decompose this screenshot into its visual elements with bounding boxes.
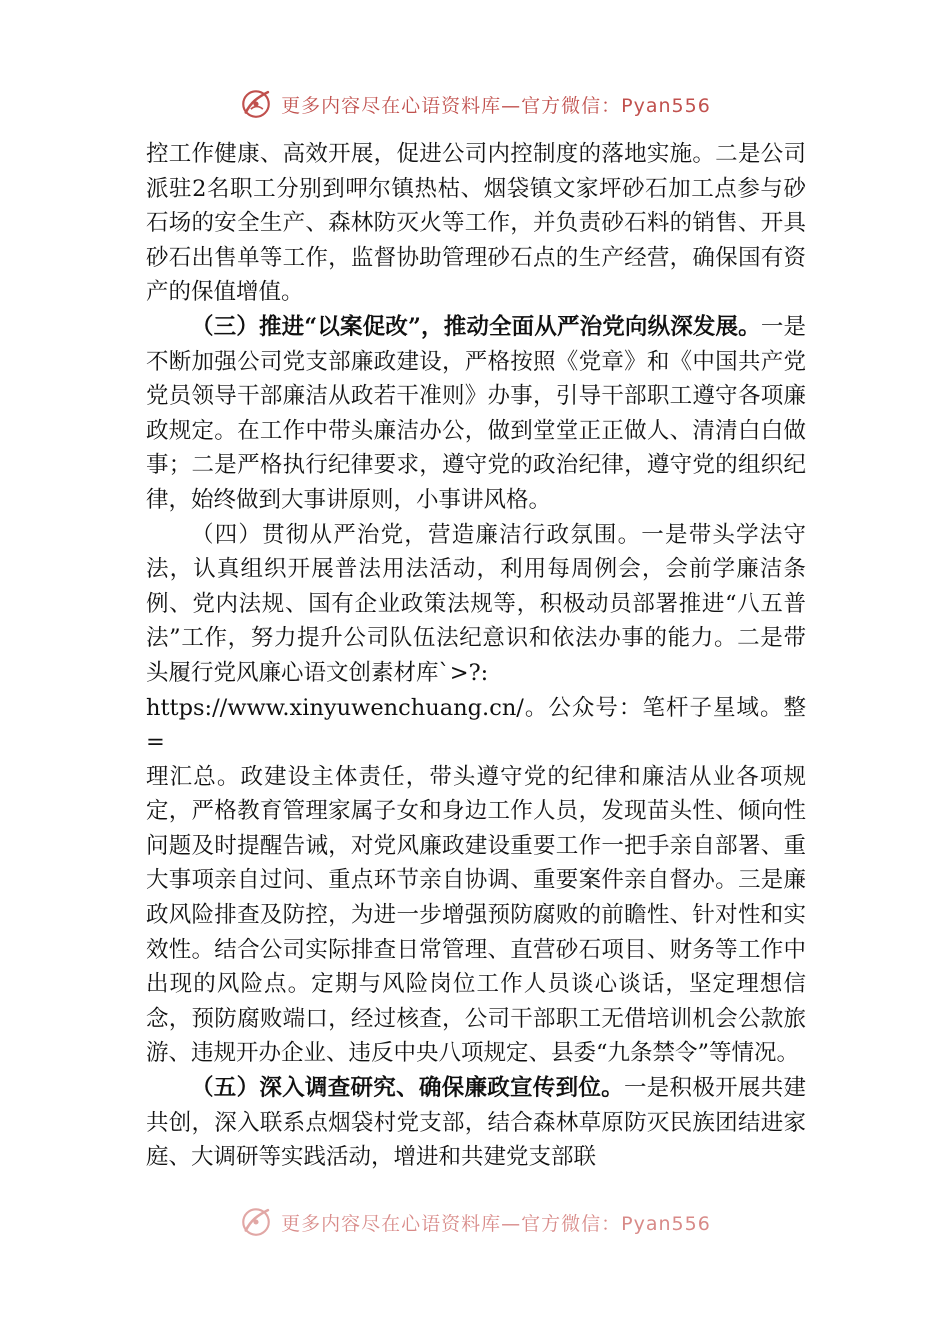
- section-heading-3: （三）推进“以案促改”，推动全面从严治党向纵深发展。: [191, 313, 761, 340]
- paragraph-3: [146, 518, 806, 1072]
- paragraph-1: [146, 137, 806, 310]
- document-body: [146, 137, 806, 1175]
- brush-seal-logo-icon: [239, 1205, 273, 1239]
- paragraph-2-text: 一是不断加强公司党支部廉政建设，严格按照《党章》和《中国共产党党员领导干部廉洁从政若干准则》办事，引导干部职工遵守各项廉政规定。在工作中带头廉洁办公，做到堂堂正正做人、清清白白做事；二是严格执行纪律要求，遵守党的政治纪律，遵守党的组织纪律，始终做到大事讲原则，小事讲风格。: [146, 313, 806, 513]
- section-heading-5: （五）深入调查研究、确保廉政宣传到位。: [191, 1075, 624, 1102]
- paragraph-3-text-b: 理汇总。政建设主体责任，带头遵守党的纪律和廉洁从业各项规定，严格教育管理家属子女和身边工作人员，发现苗头性、倾向性问题及时提醒告诫，对党风廉政建设重要工作一把手亲自部署、重大事项亲自过问、重点环节亲自协调、重要案件亲自督办。三是廉政风险排查及防控，为进一步增强预防腐败的前瞻性、针对性和实效性。结合公司实际排查日常管理、直营砂石项目、财务等工作中出现的风险点。定期与风险岗位工作人员谈心谈话，坚定理想信念，预防腐败端口，经过核查，公司干部职工无借培训机会公款旅游、违规开办企业、违反中央八项规定、县委“九条禁令”等情况。: [146, 763, 806, 1067]
- footer-watermark-text: 更多内容尽在心语资料库—官方微信：Pyan556: [281, 1212, 711, 1235]
- watermark-text: 更多内容尽在心语资料库—官方微信：Pyan556: [281, 94, 711, 117]
- footer-watermark: [239, 1205, 711, 1239]
- paragraph-3-text-a: （四）贯彻从严治党，营造廉洁行政氛围。一是带头学法守法，认真组织开展普法用法活动，利用每周例会，会前学廉洁条例、党内法规、国有企业政策法规等，积极动员部署推进“八五普法”工作，努力提升公司队伍法纪意识和依法办事的能力。二是带头履行党风廉心语文创素材库`>?:: [146, 521, 806, 686]
- page-header-watermark: [0, 82, 950, 126]
- brush-seal-logo-icon: [239, 87, 273, 121]
- paragraph-1-text: 控工作健康、高效开展，促进公司内控制度的落地实施。二是公司派驻2名职工分别到呷尔镇热枯、烟袋镇文家坪砂石加工点参与砂石场的安全生产、森林防灭火等工作，并负责砂石料的销售、开具砂石出售单等工作，监督协助管理砂石点的生产经营，确保国有资产的保值增值。: [146, 141, 806, 306]
- paragraph-2: [146, 310, 806, 518]
- page-footer-watermark: [0, 1202, 950, 1242]
- paragraph-3-url-line: https://www.xinyuwenchuang.cn/。公众号：笔杆子星域。整=: [146, 694, 806, 756]
- paragraph-4-text: 一是积极开展共建共创，深入联系点烟袋村党支部，结合森林草原防灭民族团结进家庭、大调研等实践活动，增进和共建党支部联: [146, 1075, 806, 1171]
- paragraph-4: [146, 1071, 806, 1175]
- watermark: [239, 87, 711, 121]
